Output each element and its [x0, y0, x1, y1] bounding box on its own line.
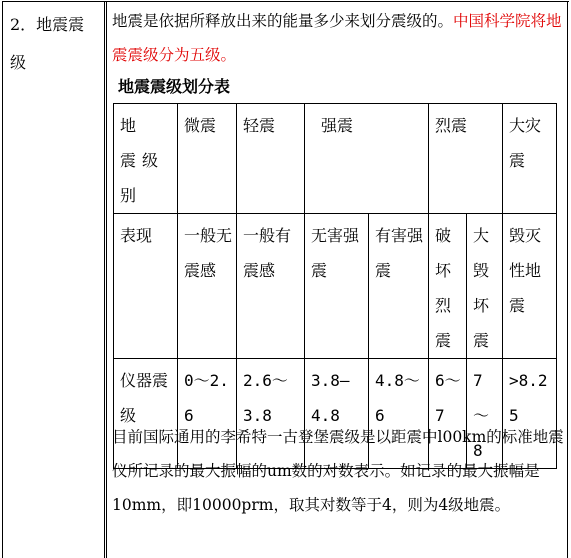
outer-top-border: [2, 1, 569, 2]
behavior-cell: 有害强震: [369, 214, 429, 359]
level-strong: 强震: [305, 104, 429, 214]
column-divider: [104, 1, 105, 558]
intro-text: 地震是依据所释放出来的能量多少来划分震级的。: [112, 12, 454, 30]
instrument-cell: 3.8—4.8: [305, 359, 369, 469]
instrument-cell: 6～7: [429, 359, 467, 469]
level-micro: 微震: [178, 104, 237, 214]
behavior-cell: 一般无震感: [178, 214, 237, 359]
table-header-row: [114, 104, 557, 214]
instrument-cell: 0～2.6: [178, 359, 237, 469]
level-light: 轻震: [237, 104, 305, 214]
outer-right-border: [567, 1, 568, 558]
table-title: 地震震级划分表: [118, 77, 231, 96]
instrument-row-label: 仪器震级: [114, 359, 178, 469]
outer-left-border: [2, 1, 3, 558]
instrument-cell: >8.25: [503, 359, 557, 469]
level-catastrophic: 大灾震: [503, 104, 557, 214]
row-label: 2．地震震级: [10, 15, 85, 72]
level-violent: 烈震: [429, 104, 503, 214]
behavior-cell: 一般有震感: [237, 214, 305, 359]
magnitude-table: [113, 103, 557, 469]
instrument-cell: 2.6～3.8: [237, 359, 305, 469]
behavior-cell: 大毁坏震: [467, 214, 503, 359]
behavior-row-label: 表现: [114, 214, 178, 359]
richter-note: 目前国际通用的李希特一古登堡震级是以距震中l00km的标准地震仪所记录的最大振幅的um数的对数表示。如记录的最大振幅是10mm，即10000prm，取其对数等于4，则为4级地震。: [112, 428, 564, 514]
behavior-cell: 破坏烈震: [429, 214, 467, 359]
behavior-cell: 无害强震: [305, 214, 369, 359]
instrument-cell: 7～8: [467, 359, 503, 469]
instrument-cell: 4.8～6: [369, 359, 429, 469]
behavior-cell: 毁灭性地震: [503, 214, 557, 359]
header-row-label: 地 震级别: [114, 104, 178, 214]
table-behavior-row: [114, 214, 557, 359]
column-divider-inner: [106, 1, 107, 558]
intro-highlight: 中国科学院将地震震级分为五级。: [112, 12, 562, 64]
intro-paragraph: [112, 4, 564, 72]
